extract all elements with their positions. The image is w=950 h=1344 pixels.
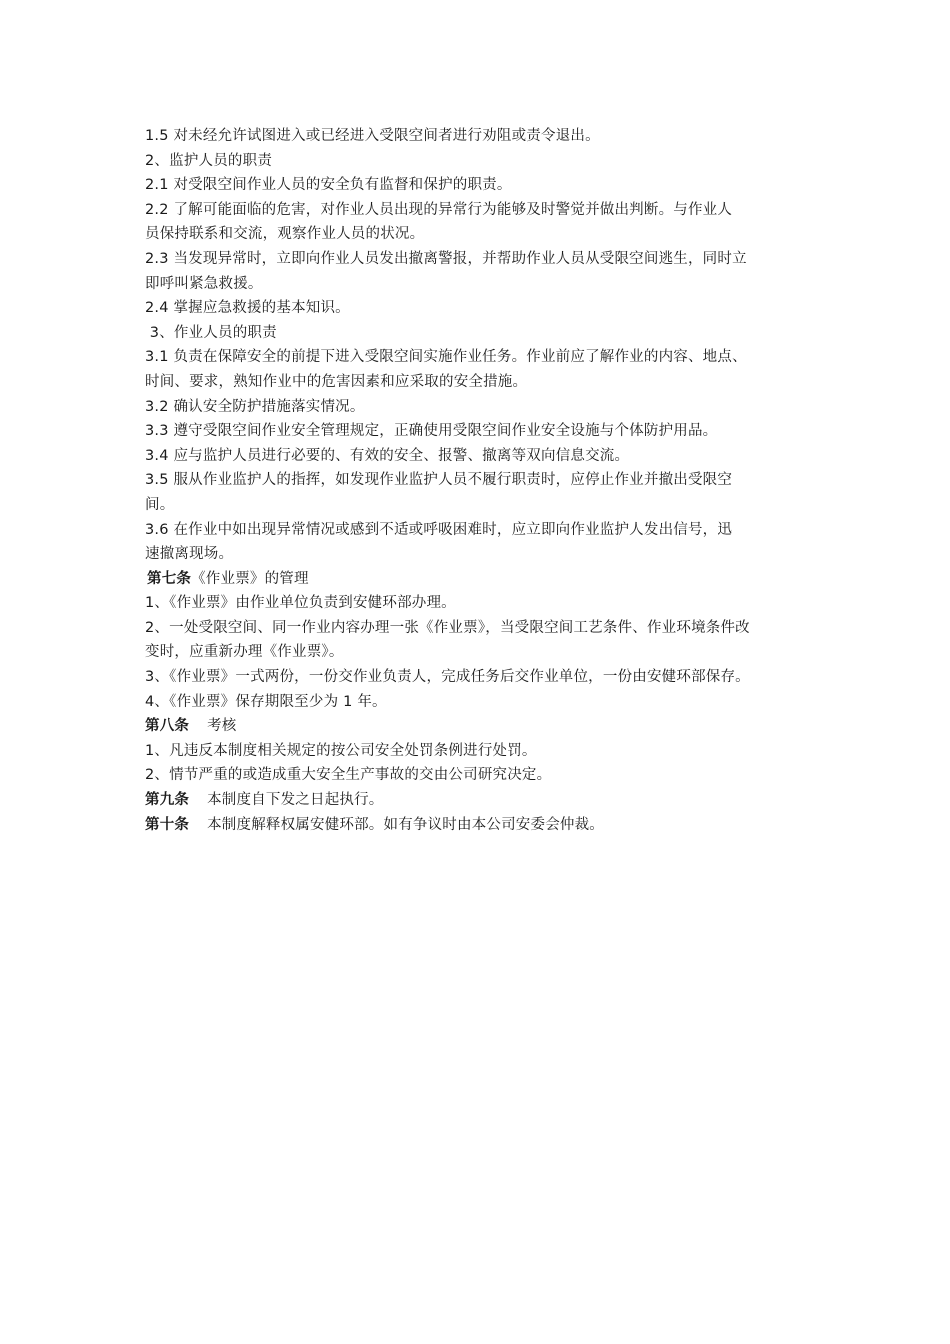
document-body bbox=[145, 124, 810, 837]
text-line: 3.5 服从作业监护人的指挥，如发现作业监护人员不履行职责时，应停止作业并撤出受限空 bbox=[145, 472, 733, 489]
text-line: 间。 bbox=[145, 496, 175, 513]
text-line: 2.2 了解可能面临的危害，对作业人员出现的异常行为能够及时警觉并做出判断。与作业人 bbox=[145, 201, 733, 218]
text-line: 3.6 在作业中如出现异常情况或感到不适或呼吸困难时，应立即向作业监护人发出信号，迅 bbox=[145, 521, 733, 538]
section-heading: 3、作业人员的职责 bbox=[145, 324, 277, 341]
article-10-text: 本制度解释权属安健环部。如有争议时由本公司安委会仲裁。 bbox=[207, 816, 605, 833]
text-line: 3.2 确认安全防护措施落实情况。 bbox=[145, 398, 365, 415]
text-line: 3.1 负责在保障安全的前提下进入受限空间实施作业任务。作业前应了解作业的内容、地点、 bbox=[145, 349, 747, 366]
text-line: 变时，应重新办理《作业票》。 bbox=[145, 644, 344, 661]
article-10-number: 第十条 bbox=[145, 816, 190, 833]
text-line: 3.4 应与监护人员进行必要的、有效的安全、报警、撤离等双向信息交流。 bbox=[145, 447, 630, 464]
article-8-heading bbox=[145, 714, 810, 739]
text-line: 3、《作业票》一式两份，一份交作业负责人，完成任务后交作业单位，一份由安健环部保存。 bbox=[145, 669, 750, 686]
text-line: 2.3 当发现异常时，立即向作业人员发出撤离警报，并帮助作业人员从受限空间逃生，同时立 bbox=[145, 250, 747, 267]
text-line: 2.4 掌握应急救援的基本知识。 bbox=[145, 300, 350, 317]
text-line: 1、《作业票》由作业单位负责到安健环部办理。 bbox=[145, 595, 456, 612]
article-7-title: 《作业票》的管理 bbox=[191, 570, 309, 587]
text-line: 2.1 对受限空间作业人员的安全负有监督和保护的职责。 bbox=[145, 177, 512, 194]
text-line: 1.5 对未经允许试图进入或已经进入受限空间者进行劝阻或责令退出。 bbox=[145, 128, 600, 144]
text-line: 速撤离现场。 bbox=[145, 546, 234, 563]
article-8-title: 考核 bbox=[207, 718, 237, 735]
article-8-number: 第八条 bbox=[145, 718, 190, 735]
text-line: 2、一处受限空间、同一作业内容办理一张《作业票》，当受限空间工艺条件、作业环境条件改 bbox=[145, 619, 750, 636]
section-heading: 2、监护人员的职责 bbox=[145, 152, 273, 169]
text-line: 2、情节严重的或造成重大安全生产事故的交由公司研究决定。 bbox=[145, 767, 552, 784]
text-line: 3.3 遵守受限空间作业安全管理规定，正确使用受限空间作业安全设施与个体防护用品。 bbox=[145, 423, 718, 440]
text-line: 4、《作业票》保存期限至少为 1 年。 bbox=[145, 693, 387, 710]
text-line: 时间、要求，熟知作业中的危害因素和应采取的安全措施。 bbox=[145, 373, 528, 390]
article-9-number: 第九条 bbox=[145, 792, 190, 809]
article-9-heading bbox=[145, 788, 810, 813]
article-7-heading bbox=[145, 567, 810, 592]
article-10-heading bbox=[145, 813, 810, 838]
text-line: 即呼叫紧急救援。 bbox=[145, 275, 263, 292]
text-line: 员保持联系和交流，观察作业人员的状况。 bbox=[145, 226, 425, 243]
article-7-number: 第七条 bbox=[147, 570, 192, 587]
text-line: 1、凡违反本制度相关规定的按公司安全处罚条例进行处罚。 bbox=[145, 742, 537, 759]
article-9-text: 本制度自下发之日起执行。 bbox=[207, 792, 384, 809]
